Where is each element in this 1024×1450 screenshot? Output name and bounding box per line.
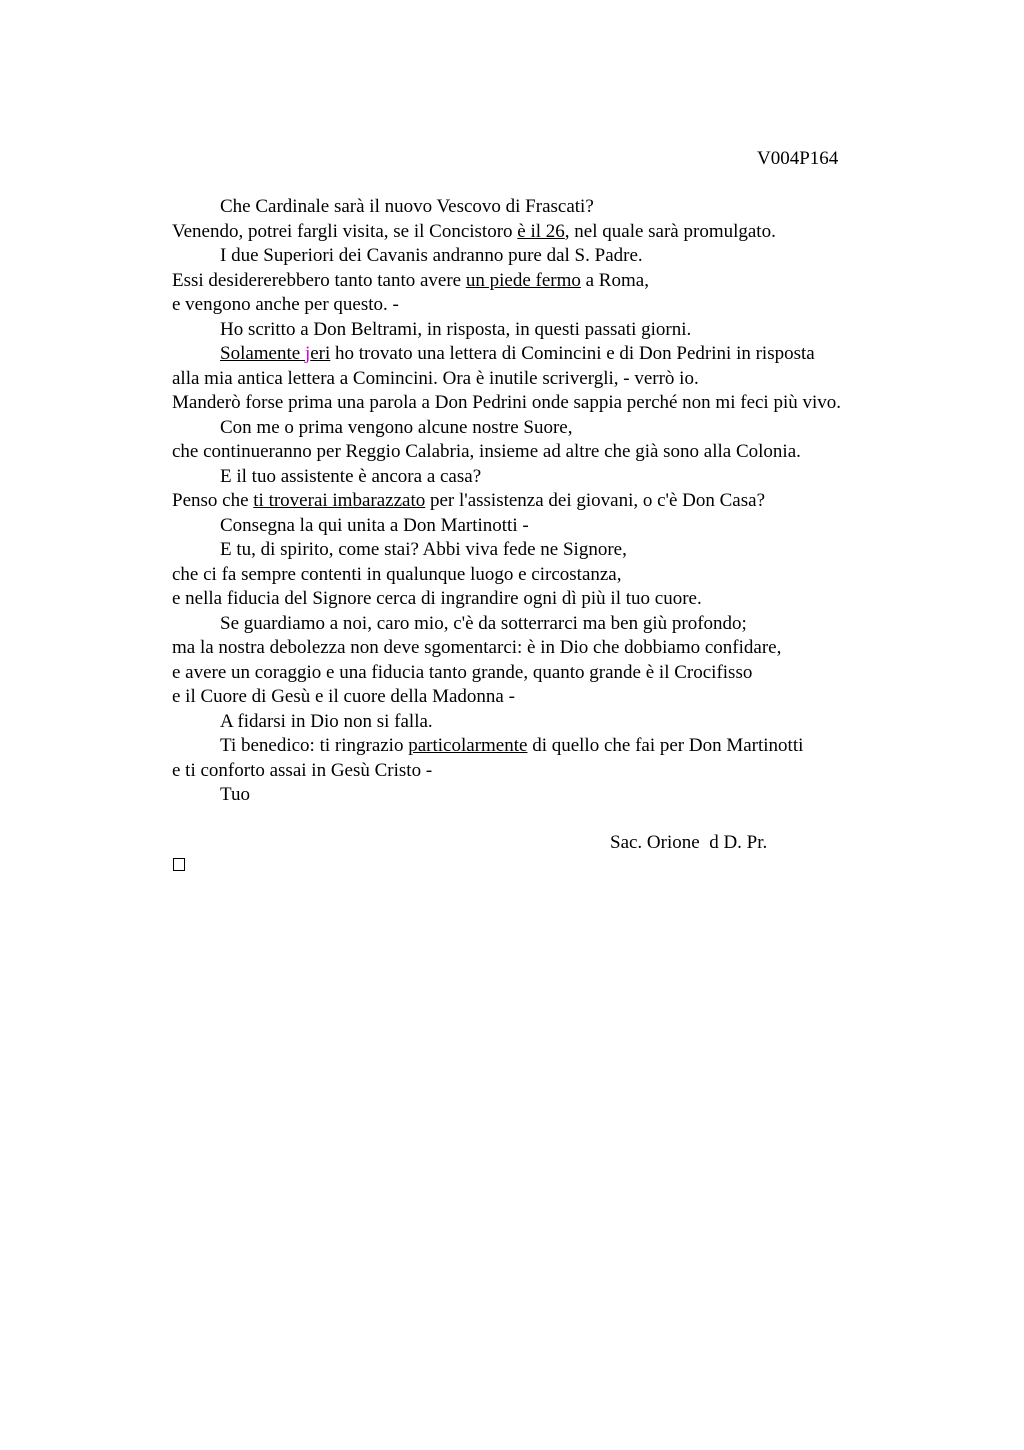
letter-line: [172, 661, 952, 686]
text-run: Venendo, potrei fargli visita, se il Concistoro: [172, 220, 518, 242]
text-run: e nella fiducia del Signore cerca di ingrandire ogni dì più il tuo cuore.: [172, 588, 702, 609]
text-run: e ti conforto assai in Gesù Cristo -: [172, 759, 433, 781]
letter-line: [172, 538, 952, 563]
signature: Sac. Orione d D. Pr.: [610, 832, 768, 853]
underlined-text: j: [304, 343, 311, 364]
letter-line: [172, 318, 952, 343]
text-run: Con me o prima vengono alcune nostre Suore,: [220, 416, 573, 438]
document-reference: V004P164: [757, 148, 839, 169]
text-run: Ti benedico: ti ringrazio: [220, 735, 409, 756]
text-run: alla mia antica lettera a Comincini. Ora è inutile scrivergli, - verrò io.: [172, 367, 699, 389]
text-run: e vengono anche per questo. -: [172, 294, 399, 315]
letter-line: [172, 563, 952, 588]
letter-line: [172, 269, 952, 294]
text-run: e il Cuore di Gesù e il cuore della Madonna -: [172, 686, 515, 707]
letter-line: [172, 783, 952, 808]
text-run: Essi desidererebbero tanto tanto avere: [172, 269, 466, 291]
letter-body: [172, 195, 952, 808]
text-run: di quello che fai per Don Martinotti: [527, 735, 804, 756]
letter-line: [172, 489, 952, 514]
text-run: E tu, di spirito, come stai? Abbi viva fede ne Signore,: [220, 539, 627, 560]
letter-line: [172, 195, 952, 220]
letter-line: [172, 293, 952, 318]
text-run: E il tuo assistente è ancora a casa?: [220, 465, 482, 487]
letter-line: [172, 612, 952, 637]
checkbox-square-icon: [173, 858, 185, 871]
letter-line: [172, 514, 952, 539]
text-run: che ci fa sempre contenti in qualunque luogo e circostanza,: [172, 563, 622, 585]
text-run: Tuo: [220, 784, 250, 805]
letter-line: [172, 440, 952, 465]
text-run: Consegna la qui unita a Don Martinotti -: [220, 514, 529, 536]
letter-line: [172, 587, 952, 612]
underlined-text: un piede fermo: [465, 269, 581, 291]
text-run: che continueranno per Reggio Calabria, insieme ad altre che già sono alla Colonia.: [172, 441, 801, 462]
underlined-text: eri: [310, 343, 331, 364]
letter-line: [172, 342, 952, 367]
text-run: I due Superiori dei Cavanis andranno pure dal S. Padre.: [220, 245, 643, 266]
underlined-text: Solamente: [220, 343, 305, 364]
letter-line: [172, 391, 952, 416]
text-run: Ho scritto a Don Beltrami, in risposta, in questi passati giorni.: [220, 318, 692, 340]
letter-line: [172, 244, 952, 269]
letter-line: [172, 220, 952, 245]
text-run: A fidarsi in Dio non si falla.: [220, 710, 433, 732]
underlined-text: è il 26: [517, 220, 565, 242]
text-run: Penso che: [172, 490, 254, 511]
letter-line: [172, 734, 952, 759]
text-run: Che Cardinale sarà il nuovo Vescovo di Frascati?: [220, 196, 594, 217]
letter-line: [172, 759, 952, 784]
letter-line: [172, 710, 952, 735]
underlined-text: particolarmente: [408, 735, 528, 756]
text-run: ho trovato una lettera di Comincini e di Don Pedrini in risposta: [330, 343, 815, 364]
letter-line: [172, 636, 952, 661]
text-run: ma la nostra debolezza non deve sgomentarci: è in Dio che dobbiamo confidare,: [172, 637, 782, 658]
letter-line: [172, 465, 952, 490]
text-run: Se guardiamo a noi, caro mio, c'è da sotterrarci ma ben giù profondo;: [220, 612, 747, 634]
underlined-text: ti troverai imbarazzato: [253, 490, 426, 511]
text-run: per l'assistenza dei giovani, o c'è Don Casa?: [425, 490, 765, 511]
letter-line: [172, 367, 952, 392]
text-run: , nel quale sarà promulgato.: [564, 220, 776, 242]
text-run: a Roma,: [580, 269, 649, 291]
text-run: e avere un coraggio e una fiducia tanto grande, quanto grande è il Crocifisso: [172, 661, 753, 683]
letter-line: [172, 685, 952, 710]
text-run: Manderò forse prima una parola a Don Pedrini onde sappia perché non mi feci più vivo.: [172, 392, 842, 413]
letter-line: [172, 416, 952, 441]
